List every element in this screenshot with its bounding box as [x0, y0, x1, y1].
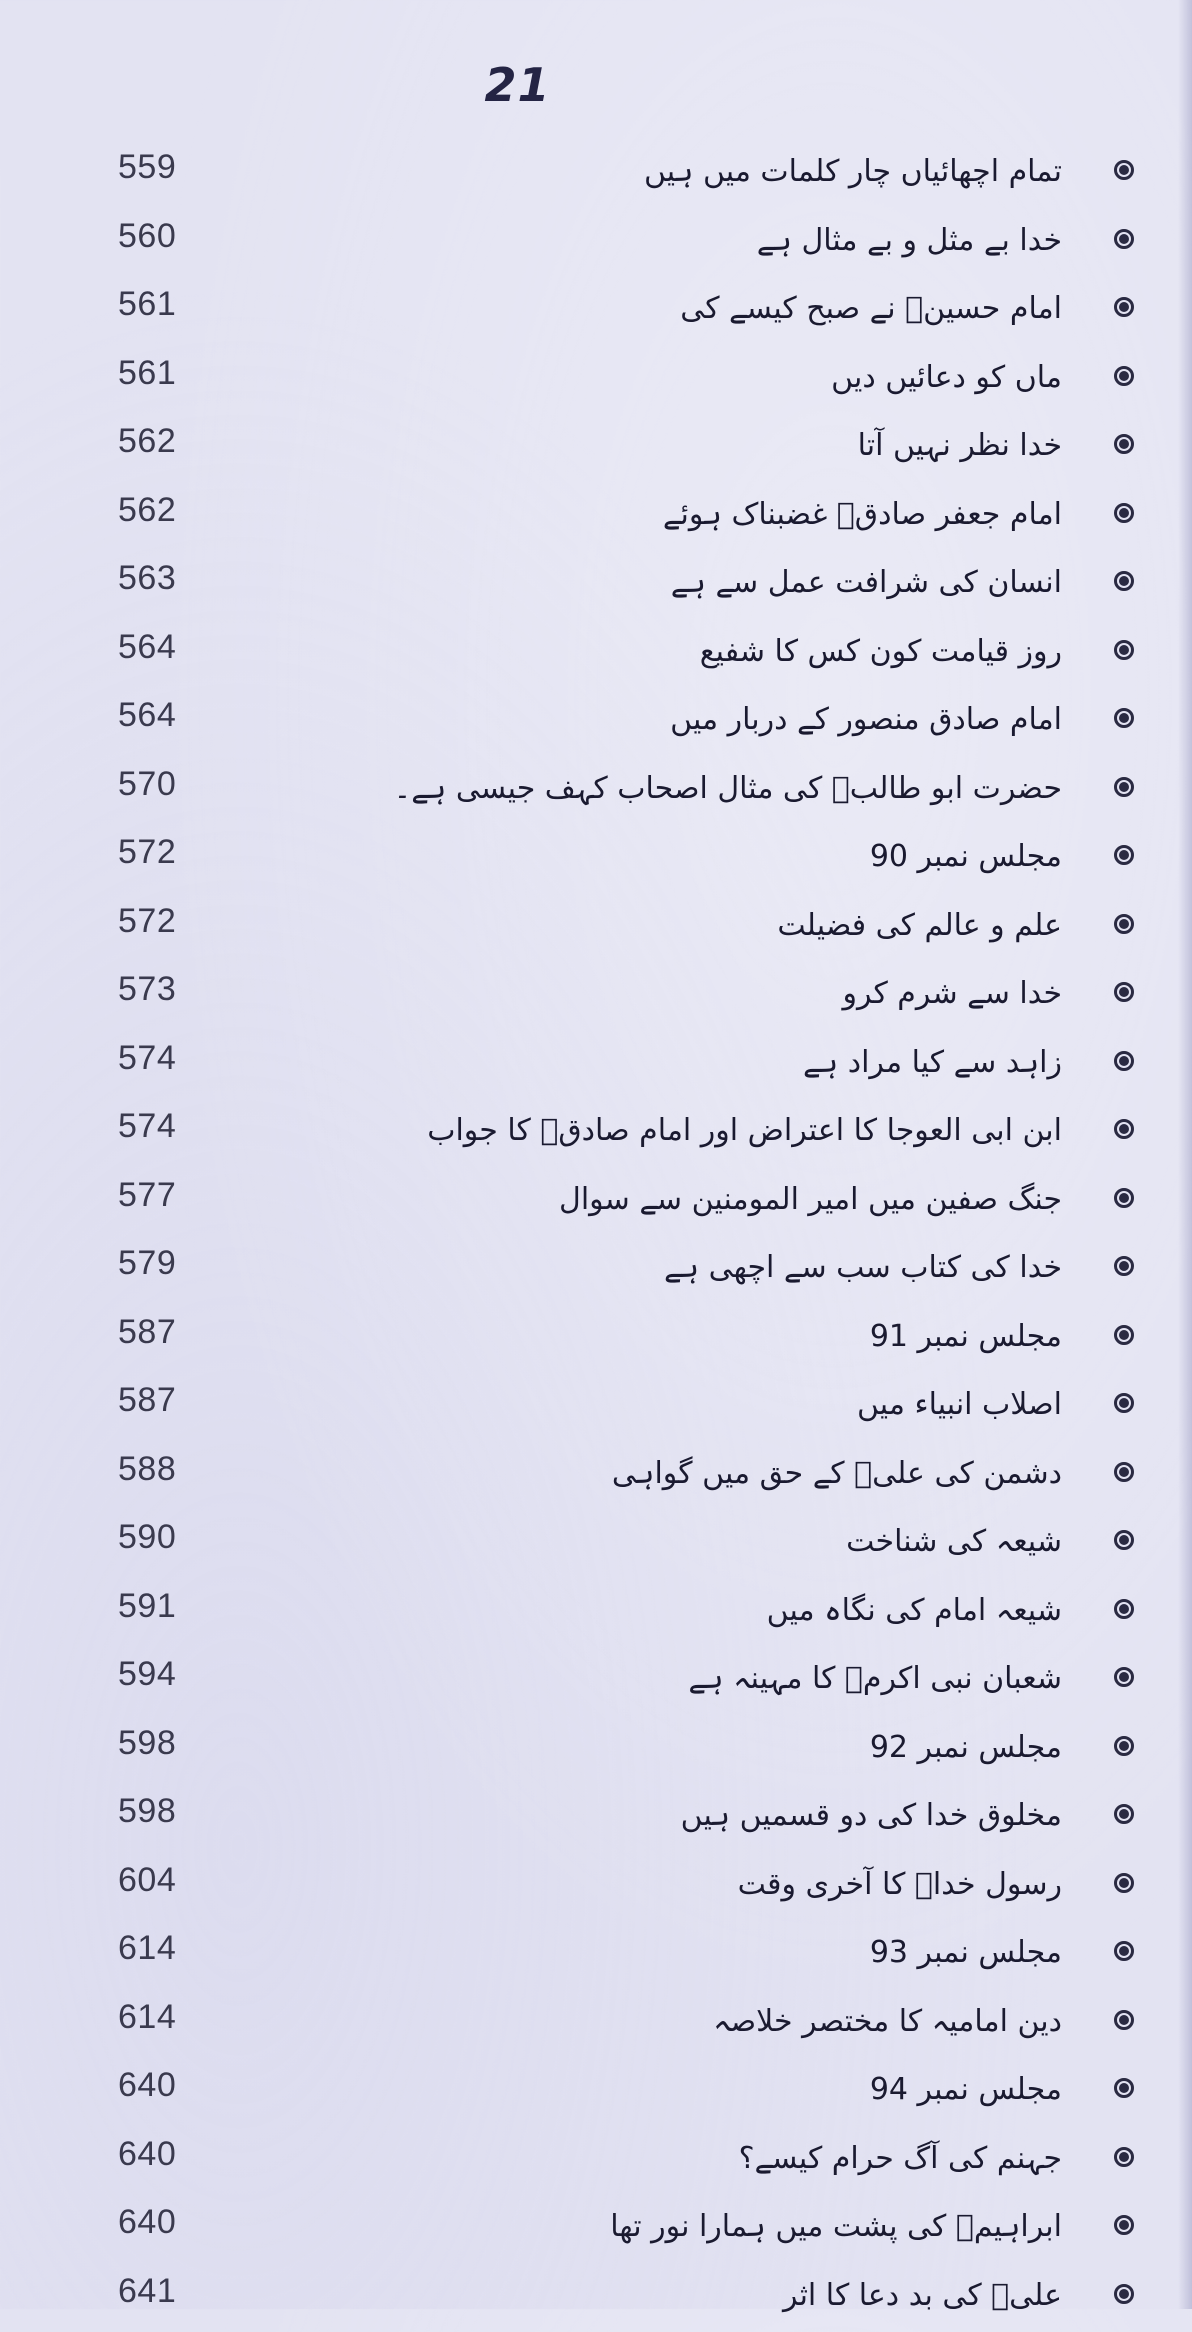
bullet-icon — [1114, 2215, 1134, 2235]
toc-title: مجلس نمبر 94 — [342, 2072, 1062, 2107]
toc-entry — [0, 1921, 1192, 1990]
toc-entry — [0, 1236, 1192, 1305]
bullet-icon — [1114, 914, 1134, 934]
toc-entry — [0, 414, 1192, 483]
toc-page-number: 579 — [118, 1244, 228, 1283]
toc-title: شیعہ کی شناخت — [342, 1524, 1062, 1559]
toc-title: امام حسینؑ نے صبح کیسے کی — [342, 291, 1062, 326]
bullet-icon — [1114, 1393, 1134, 1413]
toc-entry — [0, 2264, 1192, 2332]
toc-title: جہنم کی آگ حرام کیسے؟ — [342, 2141, 1062, 2176]
bullet-icon — [1114, 845, 1134, 865]
toc-title: خدا سے شرم کرو — [342, 976, 1062, 1011]
bullet-icon — [1114, 571, 1134, 591]
toc-page-number: 562 — [118, 491, 228, 530]
toc-title: مجلس نمبر 93 — [342, 1935, 1062, 1970]
toc-entry — [0, 1442, 1192, 1511]
bullet-icon — [1114, 229, 1134, 249]
table-of-contents — [0, 140, 1192, 2332]
bullet-icon — [1114, 777, 1134, 797]
toc-entry — [0, 1510, 1192, 1579]
toc-entry — [0, 1647, 1192, 1716]
toc-page-number: 587 — [118, 1313, 228, 1352]
toc-entry — [0, 1305, 1192, 1374]
bullet-icon — [1114, 297, 1134, 317]
toc-title: اصلاب انبیاء میں — [342, 1387, 1062, 1422]
bullet-icon — [1114, 1530, 1134, 1550]
toc-entry — [0, 894, 1192, 963]
toc-page-number: 564 — [118, 628, 228, 667]
toc-title: مجلس نمبر 92 — [342, 1730, 1062, 1765]
bullet-icon — [1114, 1188, 1134, 1208]
bullet-icon — [1114, 1051, 1134, 1071]
toc-entry — [0, 962, 1192, 1031]
toc-entry — [0, 1853, 1192, 1922]
bullet-icon — [1114, 1941, 1134, 1961]
toc-title: دین امامیہ کا مختصر خلاصہ — [342, 2004, 1062, 2039]
toc-entry — [0, 825, 1192, 894]
toc-page-number: 572 — [118, 902, 228, 941]
toc-entry — [0, 2127, 1192, 2196]
bullet-icon — [1114, 640, 1134, 660]
toc-entry — [0, 1990, 1192, 2059]
toc-title: خدا نظر نہیں آتا — [342, 428, 1062, 463]
bullet-icon — [1114, 1462, 1134, 1482]
toc-title: امام جعفر صادقؑ غضبناک ہوئے — [342, 497, 1062, 532]
bullet-icon — [1114, 1119, 1134, 1139]
toc-entry — [0, 2058, 1192, 2127]
page-number: 21 — [0, 58, 1035, 112]
bullet-icon — [1114, 2078, 1134, 2098]
toc-page-number: 572 — [118, 833, 228, 872]
toc-page-number: 591 — [118, 1587, 228, 1626]
toc-entry — [0, 1099, 1192, 1168]
toc-entry — [0, 688, 1192, 757]
toc-page-number: 641 — [118, 2272, 228, 2311]
bullet-icon — [1114, 160, 1134, 180]
page-edge-shadow — [1178, 0, 1192, 2309]
toc-entry — [0, 1784, 1192, 1853]
toc-title: ابن ابی العوجا کا اعتراض اور امام صادقؑ کا جواب — [342, 1113, 1062, 1148]
toc-page-number: 574 — [118, 1107, 228, 1146]
bullet-icon — [1114, 1736, 1134, 1756]
toc-entry — [0, 620, 1192, 689]
toc-entry — [0, 346, 1192, 415]
bullet-icon — [1114, 503, 1134, 523]
bullet-icon — [1114, 1667, 1134, 1687]
toc-title: تمام اچھائیاں چار کلمات میں ہیں — [342, 154, 1062, 189]
toc-page-number: 598 — [118, 1792, 228, 1831]
toc-page-number: 577 — [118, 1176, 228, 1215]
toc-page-number: 573 — [118, 970, 228, 1009]
bullet-icon — [1114, 708, 1134, 728]
toc-title: انسان کی شرافت عمل سے ہے — [342, 565, 1062, 600]
toc-page-number: 614 — [118, 1929, 228, 1968]
toc-entry — [0, 2195, 1192, 2264]
toc-page-number: 561 — [118, 285, 228, 324]
bullet-icon — [1114, 366, 1134, 386]
toc-entry — [0, 757, 1192, 826]
toc-title: خدا بے مثل و بے مثال ہے — [342, 223, 1062, 258]
toc-entry — [0, 1373, 1192, 1442]
toc-title: روز قیامت کون کس کا شفیع — [342, 634, 1062, 669]
toc-entry — [0, 551, 1192, 620]
toc-page-number: 590 — [118, 1518, 228, 1557]
toc-title: مخلوق خدا کی دو قسمیں ہیں — [342, 1798, 1062, 1833]
toc-title: علم و عالم کی فضیلت — [342, 908, 1062, 943]
toc-page-number: 598 — [118, 1724, 228, 1763]
toc-page-number: 560 — [118, 217, 228, 256]
toc-title: علیؑ کی بد دعا کا اثر — [342, 2278, 1062, 2313]
toc-entry — [0, 277, 1192, 346]
toc-entry — [0, 1716, 1192, 1785]
bullet-icon — [1114, 982, 1134, 1002]
toc-title: زاہد سے کیا مراد ہے — [342, 1045, 1062, 1080]
toc-page-number: 614 — [118, 1998, 228, 2037]
toc-page-number: 563 — [118, 559, 228, 598]
bullet-icon — [1114, 1325, 1134, 1345]
toc-entry — [0, 1168, 1192, 1237]
bullet-icon — [1114, 1599, 1134, 1619]
toc-title: امام صادق منصور کے دربار میں — [342, 702, 1062, 737]
toc-page-number: 587 — [118, 1381, 228, 1420]
toc-page-number: 561 — [118, 354, 228, 393]
bullet-icon — [1114, 2147, 1134, 2167]
toc-page-number: 564 — [118, 696, 228, 735]
toc-page-number: 588 — [118, 1450, 228, 1489]
toc-entry — [0, 1031, 1192, 1100]
toc-entry — [0, 209, 1192, 278]
bullet-icon — [1114, 434, 1134, 454]
toc-page-number: 640 — [118, 2203, 228, 2242]
toc-title: حضرت ابو طالبؑ کی مثال اصحاب کہف جیسی ہے۔ — [342, 771, 1062, 806]
toc-title: شعبان نبی اکرمؐ کا مہینہ ہے — [342, 1661, 1062, 1696]
toc-page-number: 562 — [118, 422, 228, 461]
toc-title: ماں کو دعائیں دیں — [342, 360, 1062, 395]
toc-page-number: 640 — [118, 2066, 228, 2105]
toc-title: خدا کی کتاب سب سے اچھی ہے — [342, 1250, 1062, 1285]
bullet-icon — [1114, 2284, 1134, 2304]
bullet-icon — [1114, 1256, 1134, 1276]
toc-title: شیعہ امام کی نگاہ میں — [342, 1593, 1062, 1628]
toc-title: مجلس نمبر 91 — [342, 1319, 1062, 1354]
toc-page-number: 640 — [118, 2135, 228, 2174]
toc-entry — [0, 483, 1192, 552]
toc-page-number: 594 — [118, 1655, 228, 1694]
toc-page-number: 559 — [118, 148, 228, 187]
toc-entry — [0, 140, 1192, 209]
toc-title: رسول خداؐ کا آخری وقت — [342, 1867, 1062, 1902]
bullet-icon — [1114, 1804, 1134, 1824]
toc-page-number: 570 — [118, 765, 228, 804]
toc-title: دشمن کی علیؑ کے حق میں گواہی — [342, 1456, 1062, 1491]
toc-title: جنگ صفین میں امیر المومنین سے سوال — [342, 1182, 1062, 1217]
bullet-icon — [1114, 1873, 1134, 1893]
toc-title: ابراہیمؑ کی پشت میں ہمارا نور تھا — [342, 2209, 1062, 2244]
toc-page-number: 604 — [118, 1861, 228, 1900]
toc-page-number: 574 — [118, 1039, 228, 1078]
toc-entry — [0, 1579, 1192, 1648]
bullet-icon — [1114, 2010, 1134, 2030]
toc-title: مجلس نمبر 90 — [342, 839, 1062, 874]
